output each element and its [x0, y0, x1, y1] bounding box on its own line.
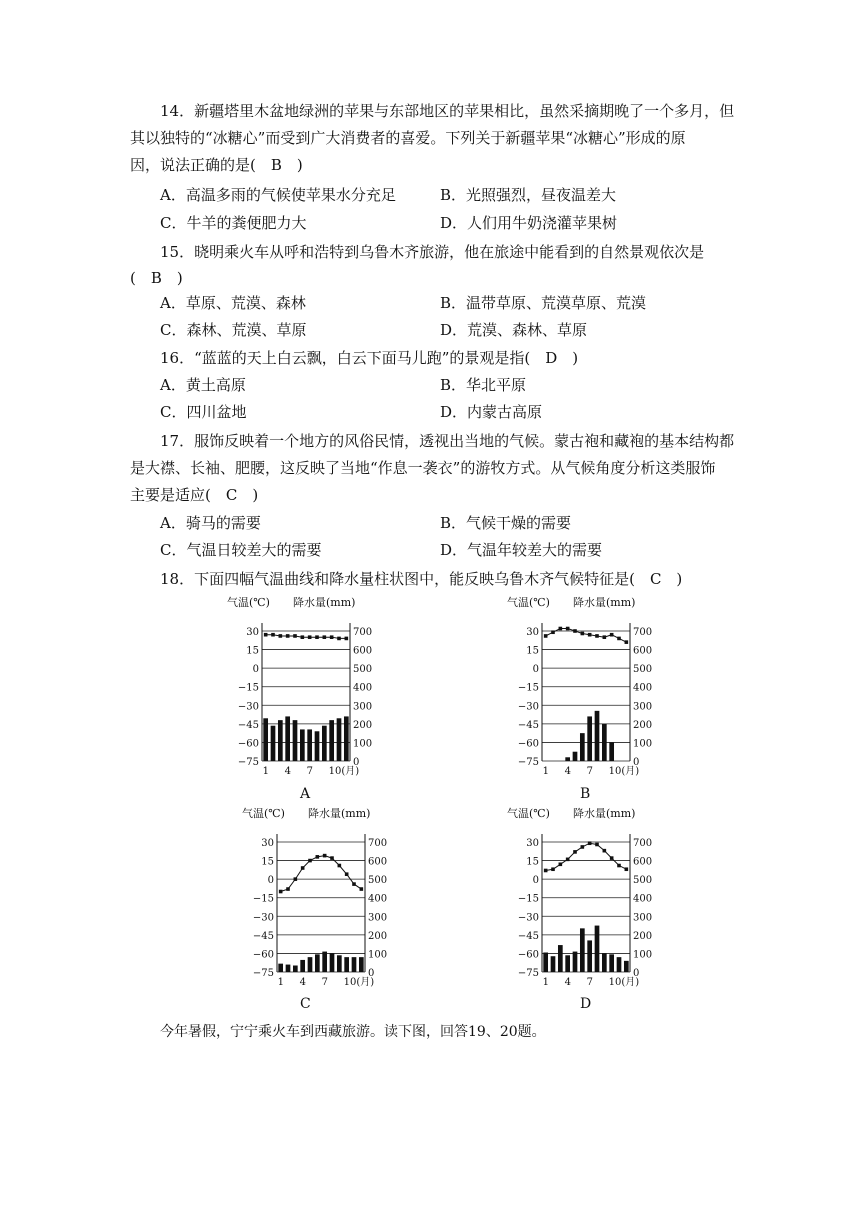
precipitation-bar — [278, 720, 283, 761]
temperature-point — [308, 859, 312, 863]
precip-tick-label: 700 — [633, 838, 653, 849]
precip-tick-label: 100 — [368, 949, 388, 961]
temperature-point — [301, 866, 305, 870]
temperature-point — [625, 640, 629, 644]
temperature-point — [595, 843, 599, 847]
q14-stem-line1: 14．新疆塔里木盆地绿洲的苹果与东部地区的苹果相比，虽然采摘期晚了一个多月，但 — [160, 102, 735, 120]
precipitation-bar — [344, 957, 349, 972]
temp-tick-label: 0 — [532, 664, 539, 676]
q14-option-a: A．高温多雨的气候使苹果水分充足 — [160, 186, 396, 204]
q16-option-d: D．内蒙古高原 — [440, 403, 543, 421]
temperature-point — [566, 858, 570, 862]
temperature-point — [617, 864, 621, 868]
precipitation-bar — [580, 733, 585, 761]
temperature-point — [603, 849, 607, 853]
temperature-point — [293, 634, 297, 638]
precip-tick-label: 500 — [633, 875, 653, 887]
q18-stem-line1: 18．下面四幅气温曲线和降水量柱状图中，能反映乌鲁木齐气候特征是( C ) — [160, 570, 683, 588]
month-tick-label: 1 — [542, 766, 550, 777]
precip-tick-label: 400 — [353, 682, 373, 694]
temperature-point — [279, 890, 283, 894]
precipitation-bar — [617, 957, 622, 972]
precip-tick-label: 500 — [633, 664, 653, 676]
temperature-line — [546, 629, 627, 643]
temperature-point — [337, 637, 341, 641]
temperature-axis-label: 气温(℃) — [507, 807, 550, 820]
temp-tick-label: −15 — [517, 682, 539, 694]
temperature-line — [266, 635, 347, 639]
temperature-point — [352, 882, 356, 886]
precipitation-bar — [595, 711, 600, 761]
precipitation-bar — [558, 945, 563, 972]
temp-tick-label: 30 — [526, 627, 539, 638]
q14-stem-line3: 因，说法正确的是( B ) — [130, 156, 303, 174]
temperature-point — [559, 627, 563, 631]
precip-tick-label: 200 — [368, 930, 388, 942]
month-tick-label: 4 — [299, 977, 307, 988]
precipitation-axis-label: 降水量(mm) — [573, 807, 636, 820]
precip-tick-label: 0 — [353, 757, 360, 768]
temp-tick-label: 30 — [526, 838, 539, 849]
precip-tick-label: 700 — [368, 838, 388, 849]
precip-tick-label: 100 — [633, 738, 653, 750]
temperature-point — [330, 856, 334, 860]
month-tick-label: 10(月) — [343, 977, 375, 988]
precipitation-axis-label: 降水量(mm) — [308, 807, 371, 820]
temperature-point — [316, 855, 320, 859]
temperature-point — [588, 633, 592, 637]
temperature-point — [559, 862, 563, 866]
precip-tick-label: 200 — [353, 719, 373, 731]
precipitation-bar — [565, 955, 570, 972]
precip-tick-label: 300 — [633, 912, 653, 924]
q14-option-c: C．牛羊的粪便肥力大 — [160, 214, 307, 232]
q14-stem-line2: 其以独特的“冰糖心”而受到广大消费者的喜爱。下列关于新疆苹果“冰糖心”形成的原 — [130, 129, 686, 147]
precipitation-bar — [300, 729, 305, 761]
temperature-axis-label: 气温(℃) — [507, 596, 550, 609]
precip-tick-label: 200 — [633, 719, 653, 731]
temperature-point — [581, 632, 585, 636]
chart-c-label: C — [300, 996, 311, 1012]
precip-tick-label: 700 — [633, 627, 653, 638]
temperature-point — [315, 635, 319, 639]
precip-tick-label: 600 — [368, 856, 388, 868]
precip-tick-label: 500 — [353, 664, 373, 676]
temp-tick-label: −45 — [517, 930, 539, 942]
temperature-point — [294, 877, 298, 881]
temp-tick-label: 15 — [526, 856, 539, 868]
precipitation-bar — [602, 724, 607, 761]
temperature-point — [345, 637, 349, 641]
precipitation-bar — [595, 926, 600, 972]
precip-tick-label: 500 — [368, 875, 388, 887]
temperature-point — [595, 634, 599, 638]
temperature-point — [610, 856, 614, 860]
temp-tick-label: −60 — [252, 949, 274, 961]
climate-chart-c — [240, 804, 400, 994]
q15-stem-line2: ( B ) — [130, 269, 183, 287]
precipitation-bar — [337, 718, 342, 761]
precipitation-bar — [337, 955, 342, 972]
precip-tick-label: 600 — [633, 856, 653, 868]
precipitation-bar — [551, 956, 556, 972]
precipitation-bar — [286, 965, 291, 972]
precipitation-bar — [271, 726, 276, 761]
precipitation-bar — [359, 957, 364, 972]
temp-tick-label: −75 — [517, 757, 539, 768]
precipitation-bar — [580, 928, 585, 972]
temperature-point — [271, 633, 275, 637]
temp-tick-label: −30 — [517, 912, 539, 924]
q14-option-b: B．光照强烈，昼夜温差大 — [440, 186, 617, 204]
temperature-point — [610, 633, 614, 637]
temperature-point — [264, 633, 268, 637]
temp-tick-label: −15 — [517, 893, 539, 905]
precip-tick-label: 300 — [353, 701, 373, 713]
q17-stem-line1: 17．服饰反映着一个地方的风俗民情，透视出当地的气候。蒙古袍和藏袍的基本结构都 — [160, 432, 735, 450]
q16-stem-line1: 16．“蓝蓝的天上白云飘，白云下面马儿跑”的景观是指( D ) — [160, 349, 579, 367]
temp-tick-label: −45 — [252, 930, 274, 942]
q15-stem-line1: 15．晓明乘火车从呼和浩特到乌鲁木齐旅游，他在旅途中能看到的自然景观依次是 — [160, 243, 705, 261]
temperature-point — [544, 634, 548, 638]
precipitation-bar — [330, 953, 335, 972]
climate-chart-svg — [240, 804, 400, 994]
month-tick-label: 10(月) — [608, 977, 640, 988]
precip-tick-label: 0 — [368, 968, 375, 979]
q16-option-b: B．华北平原 — [440, 376, 527, 394]
temperature-point — [345, 872, 349, 876]
q14-option-d: D．人们用牛奶浇灌苹果树 — [440, 214, 618, 232]
temp-tick-label: 30 — [261, 838, 274, 849]
month-tick-label: 7 — [306, 766, 314, 777]
precipitation-bar — [278, 964, 283, 972]
temperature-axis-label: 气温(℃) — [242, 807, 285, 820]
temperature-line — [281, 856, 362, 892]
precip-tick-label: 0 — [633, 968, 640, 979]
temperature-point — [617, 637, 621, 641]
precip-tick-label: 400 — [368, 893, 388, 905]
precipitation-bar — [543, 953, 548, 973]
temperature-point — [330, 635, 334, 639]
temperature-line — [546, 843, 627, 870]
month-tick-label: 10(月) — [328, 766, 360, 777]
temp-tick-label: −30 — [517, 701, 539, 713]
temperature-point — [301, 635, 305, 639]
temp-tick-label: −60 — [517, 949, 539, 961]
temp-tick-label: −45 — [237, 719, 259, 731]
q17-stem-line2: 是大襟、长袖、肥腰，这反映了当地“作息一袭衣”的游牧方式。从气候角度分析这类服饰 — [130, 459, 716, 477]
temp-tick-label: 30 — [246, 627, 259, 638]
precipitation-bar — [344, 716, 349, 761]
temperature-point — [551, 630, 555, 634]
q17-option-d: D．气温年较差大的需要 — [440, 541, 603, 559]
q15-option-d: D．荒漠、森林、草原 — [440, 321, 588, 339]
precipitation-bar — [329, 720, 334, 761]
climate-chart-a — [225, 593, 385, 783]
precipitation-bar — [352, 957, 357, 972]
precipitation-bar — [308, 957, 313, 972]
temp-tick-label: 15 — [246, 645, 259, 657]
precipitation-bar — [315, 731, 320, 761]
precipitation-bar — [609, 742, 614, 761]
month-tick-label: 4 — [564, 766, 572, 777]
temp-tick-label: 0 — [252, 664, 259, 676]
q17-option-b: B．气候干燥的需要 — [440, 514, 572, 532]
precip-tick-label: 400 — [633, 682, 653, 694]
month-tick-label: 7 — [321, 977, 329, 988]
temp-tick-label: −30 — [252, 912, 274, 924]
precipitation-bar — [602, 953, 607, 972]
precipitation-bar — [587, 940, 592, 972]
temperature-point — [308, 635, 312, 639]
temp-tick-label: −45 — [517, 719, 539, 731]
q17-option-c: C．气温日较差大的需要 — [160, 541, 322, 559]
temperature-point — [588, 841, 592, 845]
q16-option-a: A．黄土高原 — [160, 376, 246, 394]
month-tick-label: 10(月) — [608, 766, 640, 777]
temp-tick-label: −75 — [252, 968, 274, 979]
q19-20-intro: 今年暑假，宁宁乘火车到西藏旅游。读下图，回答19、20题。 — [160, 1024, 546, 1040]
temp-tick-label: −15 — [252, 893, 274, 905]
temperature-point — [603, 635, 607, 639]
precipitation-bar — [300, 960, 305, 972]
month-tick-label: 1 — [542, 977, 550, 988]
precip-tick-label: 300 — [368, 912, 388, 924]
q16-option-c: C．四川盆地 — [160, 403, 247, 421]
climate-chart-b — [505, 593, 665, 783]
q17-stem-line3: 主要是适应( C ) — [130, 486, 259, 504]
q15-option-b: B．温带草原、荒漠草原、荒漠 — [440, 294, 647, 312]
temp-tick-label: −30 — [237, 701, 259, 713]
temp-tick-label: 0 — [532, 875, 539, 887]
month-tick-label: 4 — [564, 977, 572, 988]
precip-tick-label: 600 — [633, 645, 653, 657]
temp-tick-label: −75 — [237, 757, 259, 768]
temp-tick-label: 15 — [261, 856, 274, 868]
precip-tick-label: 700 — [353, 627, 373, 638]
temp-tick-label: −75 — [517, 968, 539, 979]
precipitation-bar — [293, 966, 298, 973]
temperature-point — [551, 867, 555, 871]
temperature-point — [566, 627, 570, 631]
precip-tick-label: 0 — [633, 757, 640, 768]
climate-chart-svg — [505, 804, 665, 994]
precipitation-bar — [285, 716, 290, 761]
precipitation-bar — [322, 726, 327, 761]
precip-tick-label: 100 — [353, 738, 373, 750]
precipitation-bar — [293, 720, 298, 761]
temperature-point — [544, 869, 548, 873]
precip-tick-label: 100 — [633, 949, 653, 961]
month-tick-label: 1 — [277, 977, 285, 988]
temperature-point — [581, 845, 585, 849]
precipitation-axis-label: 降水量(mm) — [293, 596, 356, 609]
month-tick-label: 4 — [284, 766, 292, 777]
precipitation-bar — [587, 716, 592, 761]
temperature-point — [286, 634, 290, 638]
precip-tick-label: 200 — [633, 930, 653, 942]
temperature-point — [360, 887, 364, 891]
temperature-point — [279, 634, 283, 638]
precipitation-bar — [573, 752, 578, 761]
temperature-point — [323, 635, 327, 639]
temperature-axis-label: 气温(℃) — [227, 596, 270, 609]
precipitation-axis-label: 降水量(mm) — [573, 596, 636, 609]
q15-option-c: C．森林、荒漠、草原 — [160, 321, 307, 339]
temp-tick-label: −60 — [517, 738, 539, 750]
temp-tick-label: 0 — [267, 875, 274, 887]
precipitation-bar — [565, 757, 570, 761]
climate-chart-d — [505, 804, 665, 994]
precipitation-bar — [322, 952, 327, 972]
month-tick-label: 1 — [262, 766, 270, 777]
temp-tick-label: −60 — [237, 738, 259, 750]
temperature-point — [286, 887, 290, 891]
precipitation-bar — [609, 954, 614, 972]
precip-tick-label: 600 — [353, 645, 373, 657]
precipitation-bar — [263, 718, 268, 761]
temp-tick-label: −15 — [237, 682, 259, 694]
precipitation-bar — [624, 961, 629, 972]
precip-tick-label: 400 — [633, 893, 653, 905]
temperature-point — [573, 850, 577, 854]
climate-chart-svg — [505, 593, 665, 783]
chart-a-label: A — [300, 786, 311, 802]
chart-d-label: D — [580, 996, 592, 1012]
climate-chart-svg — [225, 593, 385, 783]
q17-option-a: A．骑马的需要 — [160, 514, 261, 532]
precipitation-bar — [315, 954, 320, 972]
temperature-point — [573, 629, 577, 633]
temperature-point — [338, 864, 342, 868]
q15-option-a: A．草原、荒漠、森林 — [160, 294, 306, 312]
month-tick-label: 7 — [586, 977, 594, 988]
precip-tick-label: 300 — [633, 701, 653, 713]
precipitation-bar — [307, 729, 312, 761]
temperature-point — [625, 867, 629, 871]
month-tick-label: 7 — [586, 766, 594, 777]
precipitation-bar — [573, 952, 578, 972]
chart-b-label: B — [580, 786, 591, 802]
temperature-point — [323, 854, 327, 858]
temp-tick-label: 15 — [526, 645, 539, 657]
